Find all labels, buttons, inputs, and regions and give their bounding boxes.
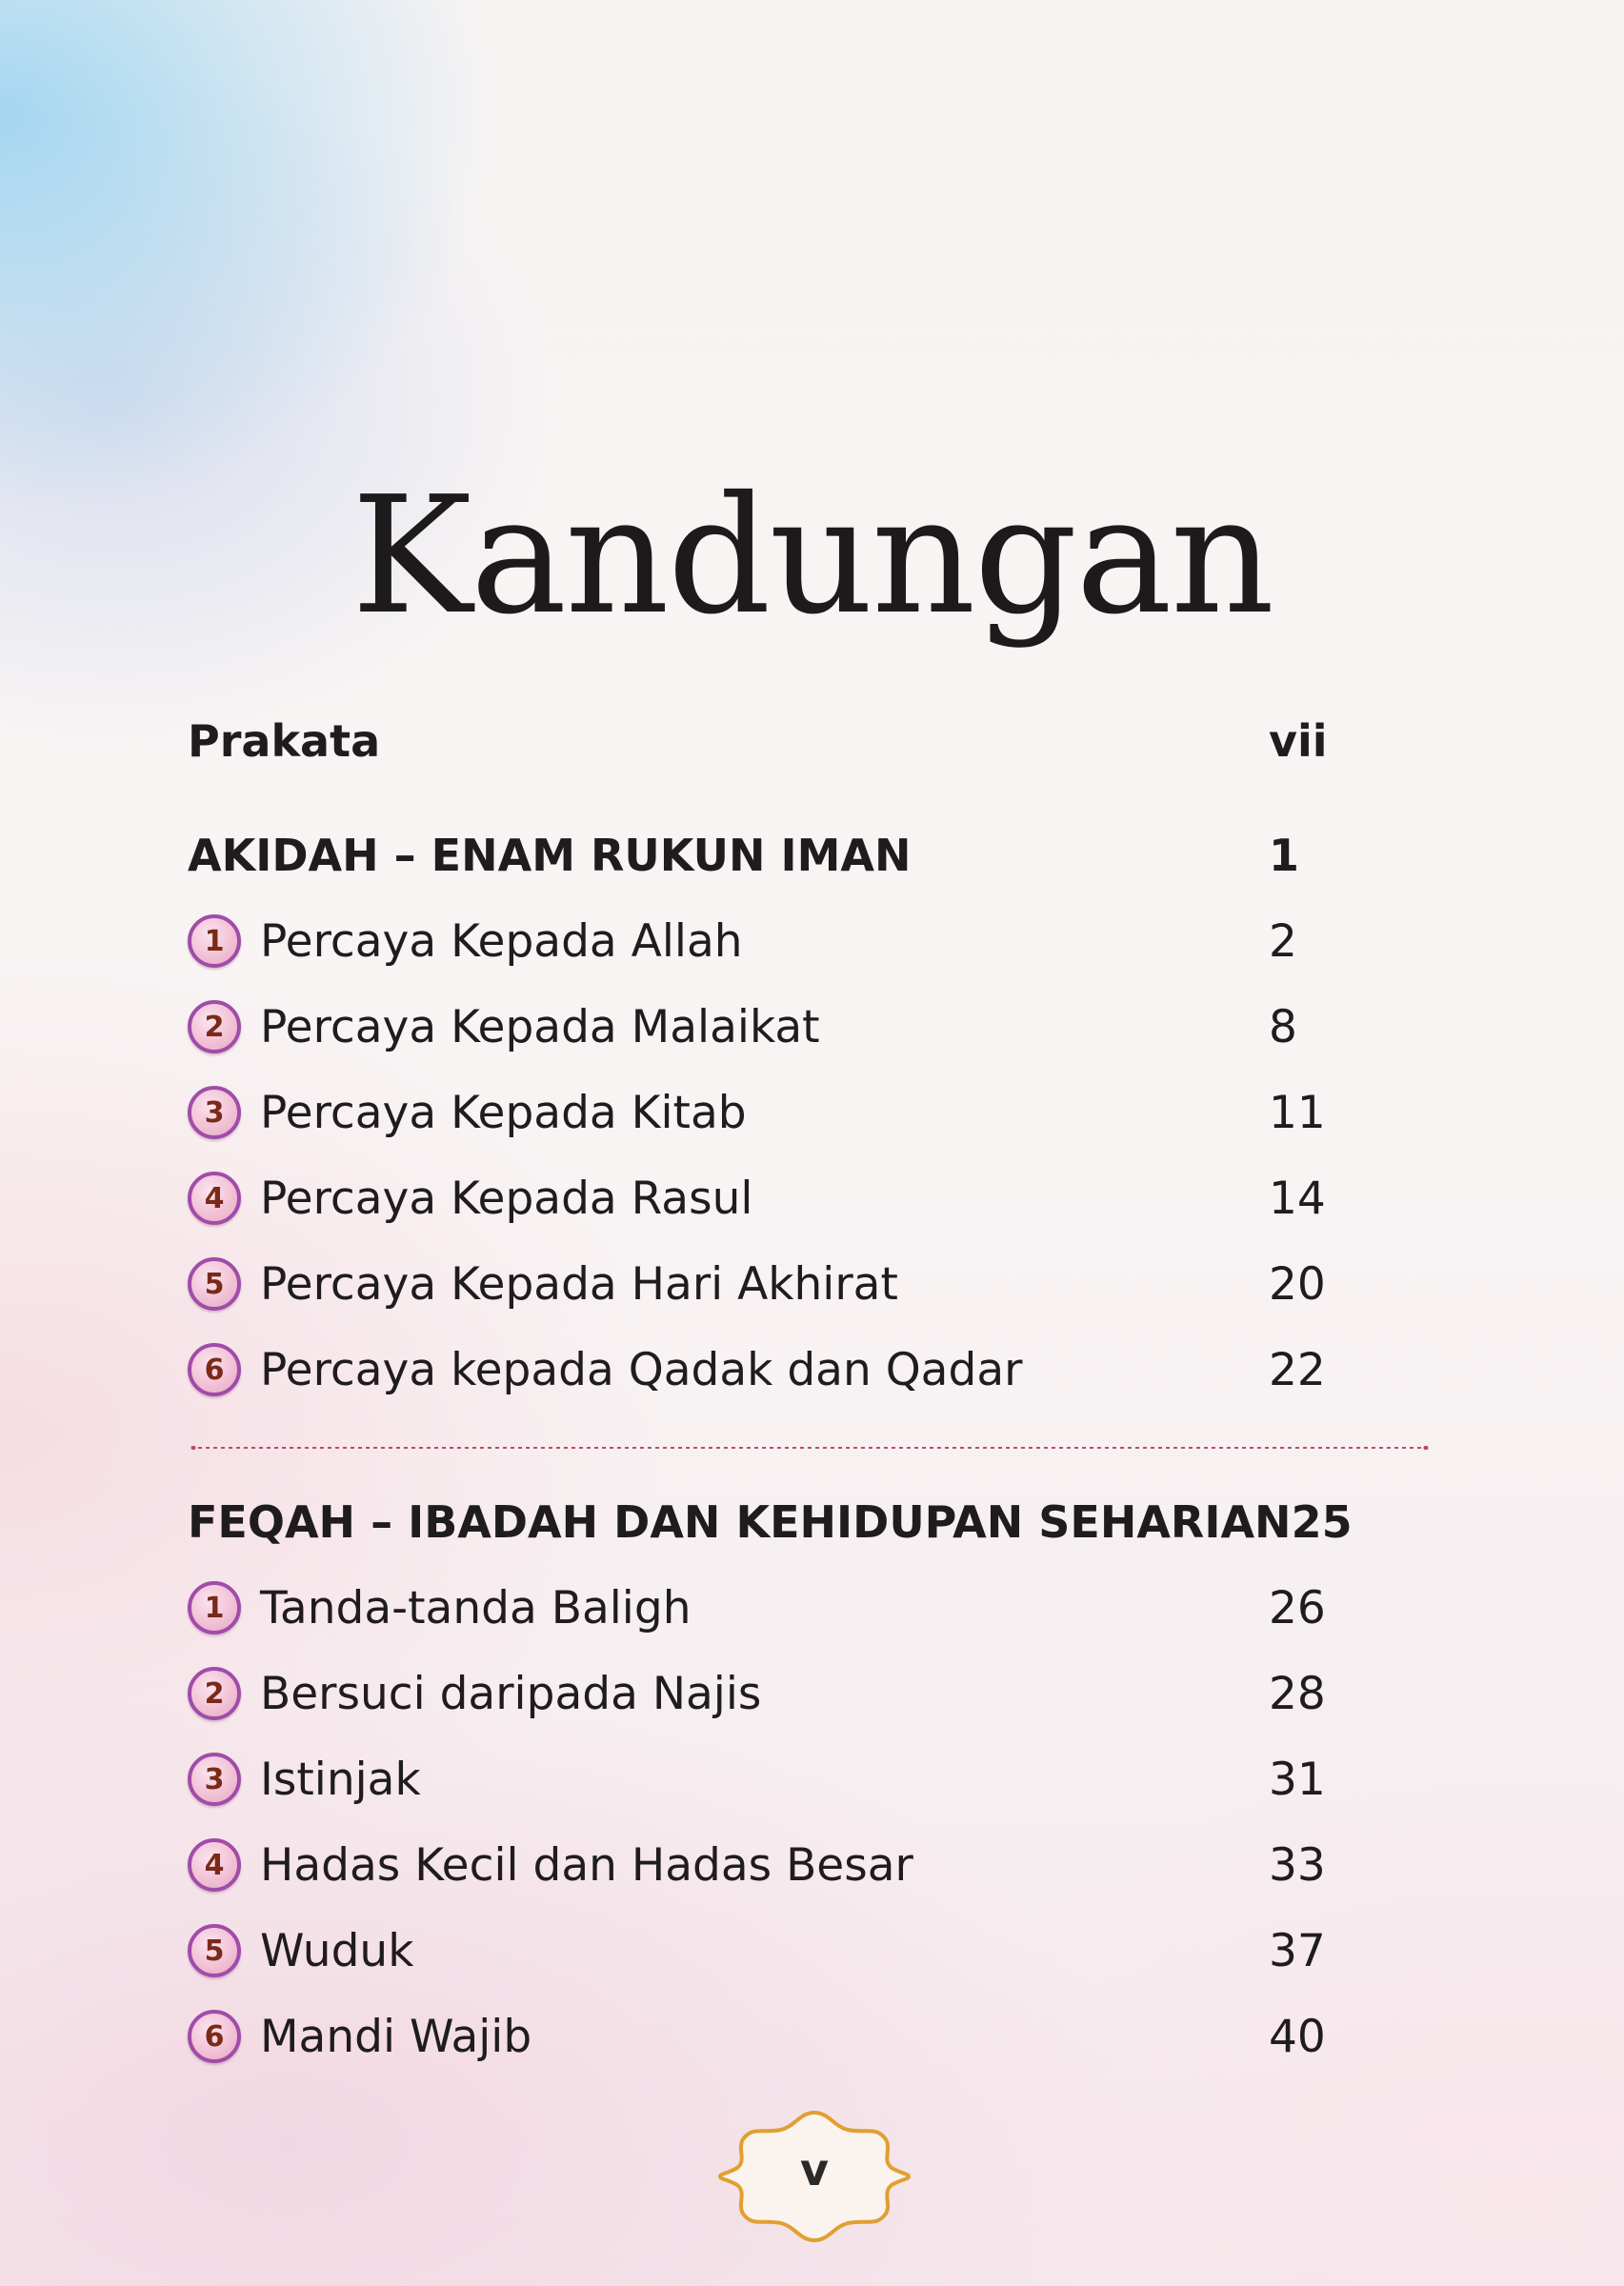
page-number: v <box>800 2144 829 2196</box>
page-title: Kandungan <box>351 461 1273 651</box>
section-heading-label: AKIDAH – ENAM RUKUN IMAN <box>188 830 912 881</box>
toc-item <box>188 1746 1326 1813</box>
number-badge: 5 <box>188 1257 241 1311</box>
toc-item <box>188 1574 1326 1641</box>
toc-label: Prakata <box>188 715 381 767</box>
toc-label: Percaya kepada Qadak dan Qadar <box>260 1343 1023 1396</box>
toc-page-number: 14 <box>1269 1172 1326 1225</box>
toc-item <box>188 1251 1326 1317</box>
toc-item <box>188 908 1326 974</box>
number-badge: 4 <box>188 1838 241 1892</box>
number-badge: 3 <box>188 1086 241 1139</box>
toc-item <box>188 1079 1326 1146</box>
toc-label: Percaya Kepada Hari Akhirat <box>260 1257 898 1311</box>
section-heading-feqah <box>188 1489 1353 1555</box>
toc-page-number: 1 <box>1269 830 1300 881</box>
number-badge: 4 <box>188 1172 241 1225</box>
number-badge: 2 <box>188 1667 241 1720</box>
toc-item <box>188 993 1326 1060</box>
toc-label: Tanda-tanda Baligh <box>260 1581 692 1634</box>
section-heading-label: FEQAH – IBADAH DAN KEHIDUPAN SEHARIAN <box>188 1496 1292 1548</box>
number-badge: 5 <box>188 1924 241 1977</box>
toc-label: Istinjak <box>260 1753 421 1806</box>
toc-page-number: vii <box>1269 715 1328 767</box>
toc-page-number: 33 <box>1269 1838 1326 1892</box>
toc-label: Wuduk <box>260 1924 414 1977</box>
number-badge: 6 <box>188 2010 241 2063</box>
toc-label: Bersuci daripada Najis <box>260 1667 762 1720</box>
toc-item <box>188 1336 1326 1403</box>
toc-label: Percaya Kepada Kitab <box>260 1086 747 1139</box>
toc-page-number: 11 <box>1269 1086 1326 1139</box>
toc-item <box>188 1165 1326 1232</box>
toc-page-number: 37 <box>1269 1924 1326 1977</box>
toc-label: Hadas Kecil dan Hadas Besar <box>260 1838 913 1892</box>
section-divider <box>190 1446 1429 1450</box>
toc-label: Mandi Wajib <box>260 2010 532 2063</box>
number-badge: 6 <box>188 1343 241 1396</box>
toc-page-number: 22 <box>1269 1343 1326 1396</box>
toc-item <box>188 1660 1326 1727</box>
toc-page-number: 8 <box>1269 1000 1297 1053</box>
number-badge: 1 <box>188 1581 241 1634</box>
toc-item <box>188 1917 1326 1984</box>
toc-page-number: 25 <box>1291 1496 1353 1548</box>
toc-page-number: 28 <box>1269 1667 1326 1720</box>
toc-page-number: 31 <box>1269 1753 1326 1806</box>
toc-row-preface <box>188 708 1326 774</box>
toc-page-number: 40 <box>1269 2010 1326 2063</box>
number-badge: 2 <box>188 1000 241 1053</box>
number-badge: 1 <box>188 914 241 968</box>
number-badge: 3 <box>188 1753 241 1806</box>
toc-label: Percaya Kepada Rasul <box>260 1172 753 1225</box>
section-heading-akidah <box>188 822 1326 889</box>
toc-page-number: 26 <box>1269 1581 1326 1634</box>
toc-label: Percaya Kepada Allah <box>260 914 743 968</box>
toc-page-number: 20 <box>1269 1257 1326 1311</box>
toc-page-number: 2 <box>1269 914 1297 968</box>
toc-item <box>188 1832 1326 1898</box>
toc-item <box>188 2003 1326 2070</box>
toc-label: Percaya Kepada Malaikat <box>260 1000 820 1053</box>
